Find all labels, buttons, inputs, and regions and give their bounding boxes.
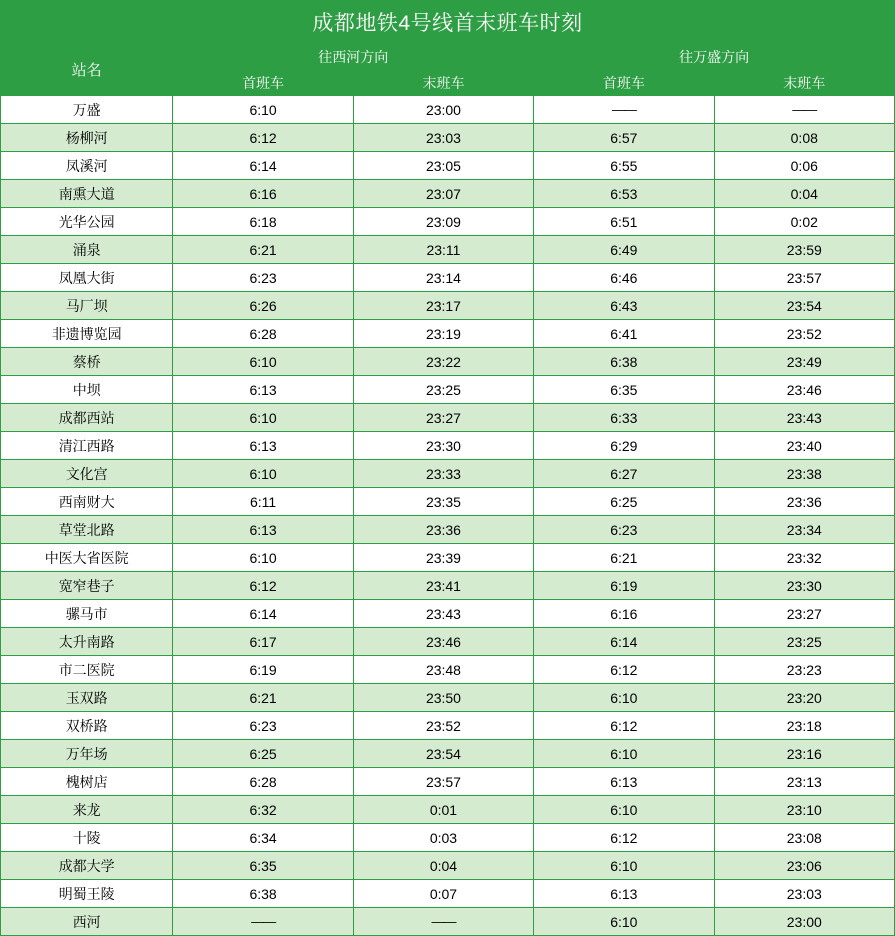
station-name-cell: 西南财大	[1, 488, 173, 516]
wansheng-first-train-cell: 6:43	[534, 292, 714, 320]
wansheng-last-train-cell: 23:34	[714, 516, 894, 544]
page-title: 成都地铁4号线首末班车时刻	[1, 1, 895, 44]
table-row	[1, 376, 895, 404]
xihe-last-train-cell: 23:41	[353, 572, 533, 600]
station-name-cell: 文化宫	[1, 460, 173, 488]
wansheng-last-train-cell: 23:20	[714, 684, 894, 712]
station-name-cell: 成都西站	[1, 404, 173, 432]
column-header-wansheng-last: 末班车	[714, 70, 894, 96]
xihe-last-train-cell: 23:52	[353, 712, 533, 740]
wansheng-first-train-cell: 6:25	[534, 488, 714, 516]
wansheng-last-train-cell: 23:49	[714, 348, 894, 376]
wansheng-first-train-cell: 6:12	[534, 712, 714, 740]
station-name-cell: 太升南路	[1, 628, 173, 656]
table-row	[1, 488, 895, 516]
wansheng-last-train-cell: 23:30	[714, 572, 894, 600]
wansheng-first-train-cell: 6:49	[534, 236, 714, 264]
wansheng-last-train-cell: 23:16	[714, 740, 894, 768]
wansheng-first-train-cell: 6:23	[534, 516, 714, 544]
xihe-first-train-cell: 6:28	[173, 768, 353, 796]
station-name-cell: 光华公园	[1, 208, 173, 236]
table-row	[1, 852, 895, 880]
wansheng-last-train-cell: 23:03	[714, 880, 894, 908]
xihe-first-train-cell: 6:10	[173, 460, 353, 488]
xihe-first-train-cell: 6:12	[173, 124, 353, 152]
wansheng-last-train-cell: 23:54	[714, 292, 894, 320]
table-row	[1, 152, 895, 180]
wansheng-last-train-cell: 23:10	[714, 796, 894, 824]
table-row	[1, 796, 895, 824]
station-name-cell: 槐树店	[1, 768, 173, 796]
station-name-cell: 宽窄巷子	[1, 572, 173, 600]
table-row	[1, 544, 895, 572]
xihe-last-train-cell: 23:33	[353, 460, 533, 488]
xihe-first-train-cell: 6:21	[173, 684, 353, 712]
wansheng-last-train-cell: 23:00	[714, 908, 894, 936]
xihe-last-train-cell: 23:54	[353, 740, 533, 768]
table-row	[1, 404, 895, 432]
xihe-first-train-cell: 6:10	[173, 544, 353, 572]
xihe-first-train-cell: 6:34	[173, 824, 353, 852]
station-name-cell: 中医大省医院	[1, 544, 173, 572]
wansheng-first-train-cell: 6:14	[534, 628, 714, 656]
wansheng-first-train-cell: 6:27	[534, 460, 714, 488]
column-header-xihe-first: 首班车	[173, 70, 353, 96]
xihe-first-train-cell: 6:13	[173, 376, 353, 404]
wansheng-last-train-cell: 23:52	[714, 320, 894, 348]
table-row	[1, 908, 895, 936]
xihe-last-train-cell: 23:03	[353, 124, 533, 152]
xihe-last-train-cell: 23:48	[353, 656, 533, 684]
wansheng-first-train-cell: 6:38	[534, 348, 714, 376]
wansheng-first-train-cell: 6:35	[534, 376, 714, 404]
table-row	[1, 684, 895, 712]
xihe-last-train-cell: 23:14	[353, 264, 533, 292]
wansheng-last-train-cell: 23:23	[714, 656, 894, 684]
xihe-last-train-cell: 23:50	[353, 684, 533, 712]
wansheng-first-train-cell: 6:10	[534, 908, 714, 936]
station-name-cell: 南熏大道	[1, 180, 173, 208]
xihe-first-train-cell: 6:17	[173, 628, 353, 656]
xihe-last-train-cell: 23:57	[353, 768, 533, 796]
station-name-cell: 中坝	[1, 376, 173, 404]
xihe-first-train-cell: 6:26	[173, 292, 353, 320]
wansheng-last-train-cell: 0:04	[714, 180, 894, 208]
table-row	[1, 264, 895, 292]
table-body	[1, 96, 895, 936]
wansheng-first-train-cell: 6:53	[534, 180, 714, 208]
table-row	[1, 572, 895, 600]
wansheng-first-train-cell: 6:21	[534, 544, 714, 572]
xihe-first-train-cell: 6:21	[173, 236, 353, 264]
xihe-last-train-cell: 23:11	[353, 236, 533, 264]
wansheng-first-train-cell: 6:33	[534, 404, 714, 432]
station-name-cell: 马厂坝	[1, 292, 173, 320]
table-row	[1, 740, 895, 768]
station-name-cell: 凤溪河	[1, 152, 173, 180]
xihe-last-train-cell: 23:00	[353, 96, 533, 124]
wansheng-first-train-cell: 6:16	[534, 600, 714, 628]
xihe-last-train-cell: 0:03	[353, 824, 533, 852]
table-row	[1, 236, 895, 264]
wansheng-last-train-cell: 23:40	[714, 432, 894, 460]
wansheng-last-train-cell: 23:59	[714, 236, 894, 264]
xihe-last-train-cell: 0:07	[353, 880, 533, 908]
xihe-last-train-cell: 23:43	[353, 600, 533, 628]
table-row	[1, 432, 895, 460]
wansheng-last-train-cell: 23:36	[714, 488, 894, 516]
xihe-last-train-cell: 0:01	[353, 796, 533, 824]
xihe-last-train-cell: 23:05	[353, 152, 533, 180]
station-name-cell: 杨柳河	[1, 124, 173, 152]
wansheng-first-train-cell: 6:41	[534, 320, 714, 348]
xihe-last-train-cell: 0:04	[353, 852, 533, 880]
xihe-first-train-cell: 6:10	[173, 348, 353, 376]
station-name-cell: 非遗博览园	[1, 320, 173, 348]
table-row	[1, 460, 895, 488]
xihe-last-train-cell: 23:07	[353, 180, 533, 208]
table-row	[1, 824, 895, 852]
table-row	[1, 320, 895, 348]
xihe-first-train-cell: 6:23	[173, 264, 353, 292]
wansheng-first-train-cell: ——	[534, 96, 714, 124]
station-name-cell: 十陵	[1, 824, 173, 852]
table-row	[1, 628, 895, 656]
station-name-cell: 成都大学	[1, 852, 173, 880]
station-name-cell: 明蜀王陵	[1, 880, 173, 908]
table-row	[1, 96, 895, 124]
xihe-first-train-cell: 6:14	[173, 152, 353, 180]
xihe-last-train-cell: 23:17	[353, 292, 533, 320]
table-row	[1, 180, 895, 208]
station-name-cell: 万年场	[1, 740, 173, 768]
direction-header-row	[1, 44, 895, 70]
station-name-cell: 市二医院	[1, 656, 173, 684]
wansheng-first-train-cell: 6:10	[534, 796, 714, 824]
xihe-first-train-cell: 6:19	[173, 656, 353, 684]
wansheng-first-train-cell: 6:13	[534, 880, 714, 908]
xihe-last-train-cell: 23:19	[353, 320, 533, 348]
wansheng-last-train-cell: 23:13	[714, 768, 894, 796]
xihe-first-train-cell: 6:11	[173, 488, 353, 516]
xihe-last-train-cell: 23:09	[353, 208, 533, 236]
table-row	[1, 208, 895, 236]
xihe-last-train-cell: 23:46	[353, 628, 533, 656]
direction-header-xihe: 往西河方向	[173, 44, 534, 70]
xihe-last-train-cell: 23:30	[353, 432, 533, 460]
wansheng-last-train-cell: 23:06	[714, 852, 894, 880]
xihe-last-train-cell: 23:25	[353, 376, 533, 404]
wansheng-last-train-cell: 23:46	[714, 376, 894, 404]
table-row	[1, 768, 895, 796]
xihe-last-train-cell: 23:22	[353, 348, 533, 376]
xihe-first-train-cell: 6:14	[173, 600, 353, 628]
wansheng-last-train-cell: ——	[714, 96, 894, 124]
wansheng-first-train-cell: 6:12	[534, 824, 714, 852]
table-row	[1, 600, 895, 628]
xihe-last-train-cell: 23:36	[353, 516, 533, 544]
station-name-cell: 双桥路	[1, 712, 173, 740]
wansheng-first-train-cell: 6:19	[534, 572, 714, 600]
wansheng-first-train-cell: 6:10	[534, 684, 714, 712]
table-row	[1, 124, 895, 152]
xihe-first-train-cell: 6:16	[173, 180, 353, 208]
xihe-first-train-cell: 6:13	[173, 432, 353, 460]
station-name-cell: 来龙	[1, 796, 173, 824]
xihe-first-train-cell: 6:35	[173, 852, 353, 880]
wansheng-first-train-cell: 6:13	[534, 768, 714, 796]
station-name-cell: 涌泉	[1, 236, 173, 264]
wansheng-first-train-cell: 6:10	[534, 740, 714, 768]
station-name-cell: 草堂北路	[1, 516, 173, 544]
xihe-last-train-cell: 23:35	[353, 488, 533, 516]
column-header-station: 站名	[1, 44, 173, 96]
station-name-cell: 万盛	[1, 96, 173, 124]
wansheng-first-train-cell: 6:12	[534, 656, 714, 684]
station-name-cell: 骡马市	[1, 600, 173, 628]
xihe-first-train-cell: 6:38	[173, 880, 353, 908]
wansheng-last-train-cell: 23:38	[714, 460, 894, 488]
direction-header-wansheng: 往万盛方向	[534, 44, 895, 70]
xihe-last-train-cell: 23:39	[353, 544, 533, 572]
column-header-xihe-last: 末班车	[353, 70, 533, 96]
xihe-last-train-cell: 23:27	[353, 404, 533, 432]
table-row	[1, 656, 895, 684]
wansheng-last-train-cell: 23:27	[714, 600, 894, 628]
column-header-wansheng-first: 首班车	[534, 70, 714, 96]
wansheng-last-train-cell: 23:57	[714, 264, 894, 292]
station-name-cell: 玉双路	[1, 684, 173, 712]
xihe-first-train-cell: 6:12	[173, 572, 353, 600]
xihe-first-train-cell: 6:18	[173, 208, 353, 236]
wansheng-last-train-cell: 23:32	[714, 544, 894, 572]
wansheng-last-train-cell: 0:08	[714, 124, 894, 152]
wansheng-last-train-cell: 23:25	[714, 628, 894, 656]
table-row	[1, 516, 895, 544]
table-row	[1, 292, 895, 320]
wansheng-first-train-cell: 6:10	[534, 852, 714, 880]
xihe-last-train-cell: ——	[353, 908, 533, 936]
wansheng-last-train-cell: 23:18	[714, 712, 894, 740]
table-row	[1, 712, 895, 740]
wansheng-first-train-cell: 6:51	[534, 208, 714, 236]
wansheng-last-train-cell: 23:43	[714, 404, 894, 432]
wansheng-first-train-cell: 6:46	[534, 264, 714, 292]
station-name-cell: 凤凰大街	[1, 264, 173, 292]
wansheng-first-train-cell: 6:29	[534, 432, 714, 460]
wansheng-first-train-cell: 6:57	[534, 124, 714, 152]
title-row	[1, 1, 895, 44]
wansheng-last-train-cell: 23:08	[714, 824, 894, 852]
wansheng-first-train-cell: 6:55	[534, 152, 714, 180]
wansheng-last-train-cell: 0:06	[714, 152, 894, 180]
table-row	[1, 348, 895, 376]
wansheng-last-train-cell: 0:02	[714, 208, 894, 236]
station-name-cell: 蔡桥	[1, 348, 173, 376]
xihe-first-train-cell: 6:10	[173, 96, 353, 124]
xihe-first-train-cell: 6:23	[173, 712, 353, 740]
xihe-first-train-cell: ——	[173, 908, 353, 936]
xihe-first-train-cell: 6:13	[173, 516, 353, 544]
xihe-first-train-cell: 6:10	[173, 404, 353, 432]
table-head	[1, 1, 895, 96]
station-name-cell: 西河	[1, 908, 173, 936]
xihe-first-train-cell: 6:32	[173, 796, 353, 824]
xihe-first-train-cell: 6:28	[173, 320, 353, 348]
station-name-cell: 清江西路	[1, 432, 173, 460]
xihe-first-train-cell: 6:25	[173, 740, 353, 768]
table-row	[1, 880, 895, 908]
